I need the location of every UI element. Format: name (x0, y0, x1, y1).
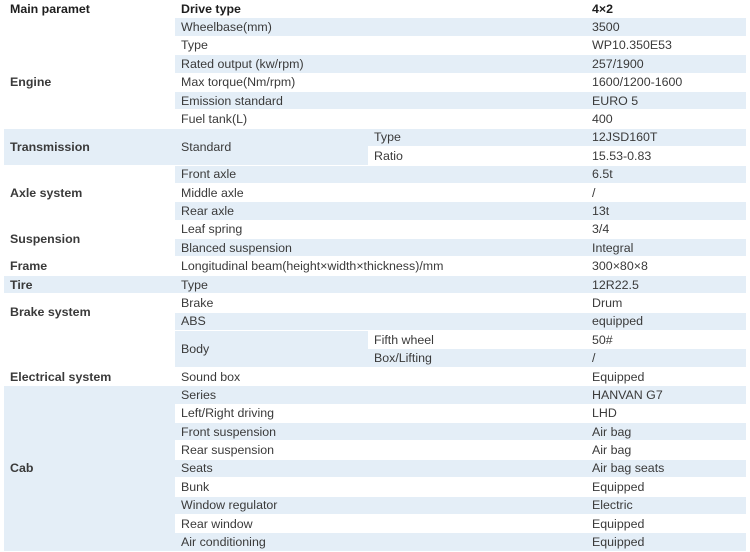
section-frame-label: Frame (4, 257, 175, 275)
spec-table (4, 0, 746, 552)
value-cell: EURO 5 (586, 92, 746, 110)
value-cell: 3500 (586, 18, 746, 36)
item-cell: Left/Right driving (175, 405, 586, 423)
item-cell: Series (175, 386, 586, 404)
value-cell: Integral (586, 239, 746, 257)
item-cell: Max torque(Nm/rpm) (175, 74, 586, 92)
value-cell: equipped (586, 313, 746, 331)
item-cell: Rear axle (175, 202, 586, 220)
value-cell: Air bag seats (586, 460, 746, 478)
table-row (4, 37, 746, 55)
item-cell: Leaf spring (175, 221, 586, 239)
value-cell: / (586, 349, 746, 367)
item-cell: ABS (175, 313, 586, 331)
value-cell: 3/4 (586, 221, 746, 239)
value-cell: 257/1900 (586, 55, 746, 73)
table-row (4, 331, 746, 349)
item-cell: Rear window (175, 515, 586, 533)
section-tire-label: Tire (4, 276, 175, 294)
value-cell: Air bag (586, 423, 746, 441)
item-cell: Rear suspension (175, 441, 586, 459)
blank-section-cell (4, 331, 175, 368)
table-row (4, 129, 746, 147)
item-cell: Middle axle (175, 184, 586, 202)
item-cell: Rated output (kw/rpm) (175, 55, 586, 73)
value-cell: 15.53-0.83 (586, 147, 746, 165)
value-cell: Equipped (586, 478, 746, 496)
value-cell: Equipped (586, 368, 746, 386)
value-cell: 400 (586, 110, 746, 128)
item-cell: Front suspension (175, 423, 586, 441)
section-axle-label: Axle system (4, 166, 175, 221)
subitem-cell: Ratio (368, 147, 586, 165)
item-cell: Body (175, 331, 368, 368)
value-cell: LHD (586, 405, 746, 423)
item-cell: Type (175, 37, 586, 55)
item-cell: Drive type (175, 0, 586, 18)
value-cell: 13t (586, 202, 746, 220)
item-cell: Standard (175, 129, 368, 166)
value-cell: 300×80×8 (586, 257, 746, 275)
table-row (4, 294, 746, 312)
item-cell: Bunk (175, 478, 586, 496)
subitem-cell: Fifth wheel (368, 331, 586, 349)
item-cell: Blanced suspension (175, 239, 586, 257)
value-cell: Air bag (586, 441, 746, 459)
value-cell: 6.5t (586, 166, 746, 184)
section-electrical-label: Electrical system (4, 368, 175, 386)
table-row (4, 276, 746, 294)
table-row (4, 257, 746, 275)
subitem-cell: Box/Lifting (368, 349, 586, 367)
item-cell: Sound box (175, 368, 586, 386)
value-cell: HANVAN G7 (586, 386, 746, 404)
table-row (4, 166, 746, 184)
item-cell: Longitudinal beam(height×width×thickness)/mm (175, 257, 586, 275)
section-transmission-label: Transmission (4, 129, 175, 166)
value-cell: 50# (586, 331, 746, 349)
item-cell: Window regulator (175, 497, 586, 515)
item-cell: Wheelbase(mm) (175, 18, 586, 36)
item-cell: Brake (175, 294, 586, 312)
value-cell: 1600/1200-1600 (586, 74, 746, 92)
value-cell: 12R22.5 (586, 276, 746, 294)
value-cell: 4×2 (586, 0, 746, 18)
table-row (4, 368, 746, 386)
item-cell: Emission standard (175, 92, 586, 110)
section-cab-label: Cab (4, 386, 175, 552)
value-cell: / (586, 184, 746, 202)
section-brake-label: Brake system (4, 294, 175, 331)
value-cell: Electric (586, 497, 746, 515)
subitem-cell: Type (368, 129, 586, 147)
section-suspension-label: Suspension (4, 221, 175, 258)
value-cell: Equipped (586, 533, 746, 551)
table-row (4, 0, 746, 18)
item-cell: Fuel tank(L) (175, 110, 586, 128)
item-cell: Air conditioning (175, 533, 586, 551)
item-cell: Front axle (175, 166, 586, 184)
value-cell: 12JSD160T (586, 129, 746, 147)
value-cell: Equipped (586, 515, 746, 533)
value-cell: WP10.350E53 (586, 37, 746, 55)
item-cell: Seats (175, 460, 586, 478)
section-engine-label: Engine (4, 37, 175, 129)
item-cell: Type (175, 276, 586, 294)
value-cell: Drum (586, 294, 746, 312)
section-main-label: Main paramet (4, 0, 175, 37)
table-row (4, 221, 746, 239)
table-row (4, 386, 746, 404)
